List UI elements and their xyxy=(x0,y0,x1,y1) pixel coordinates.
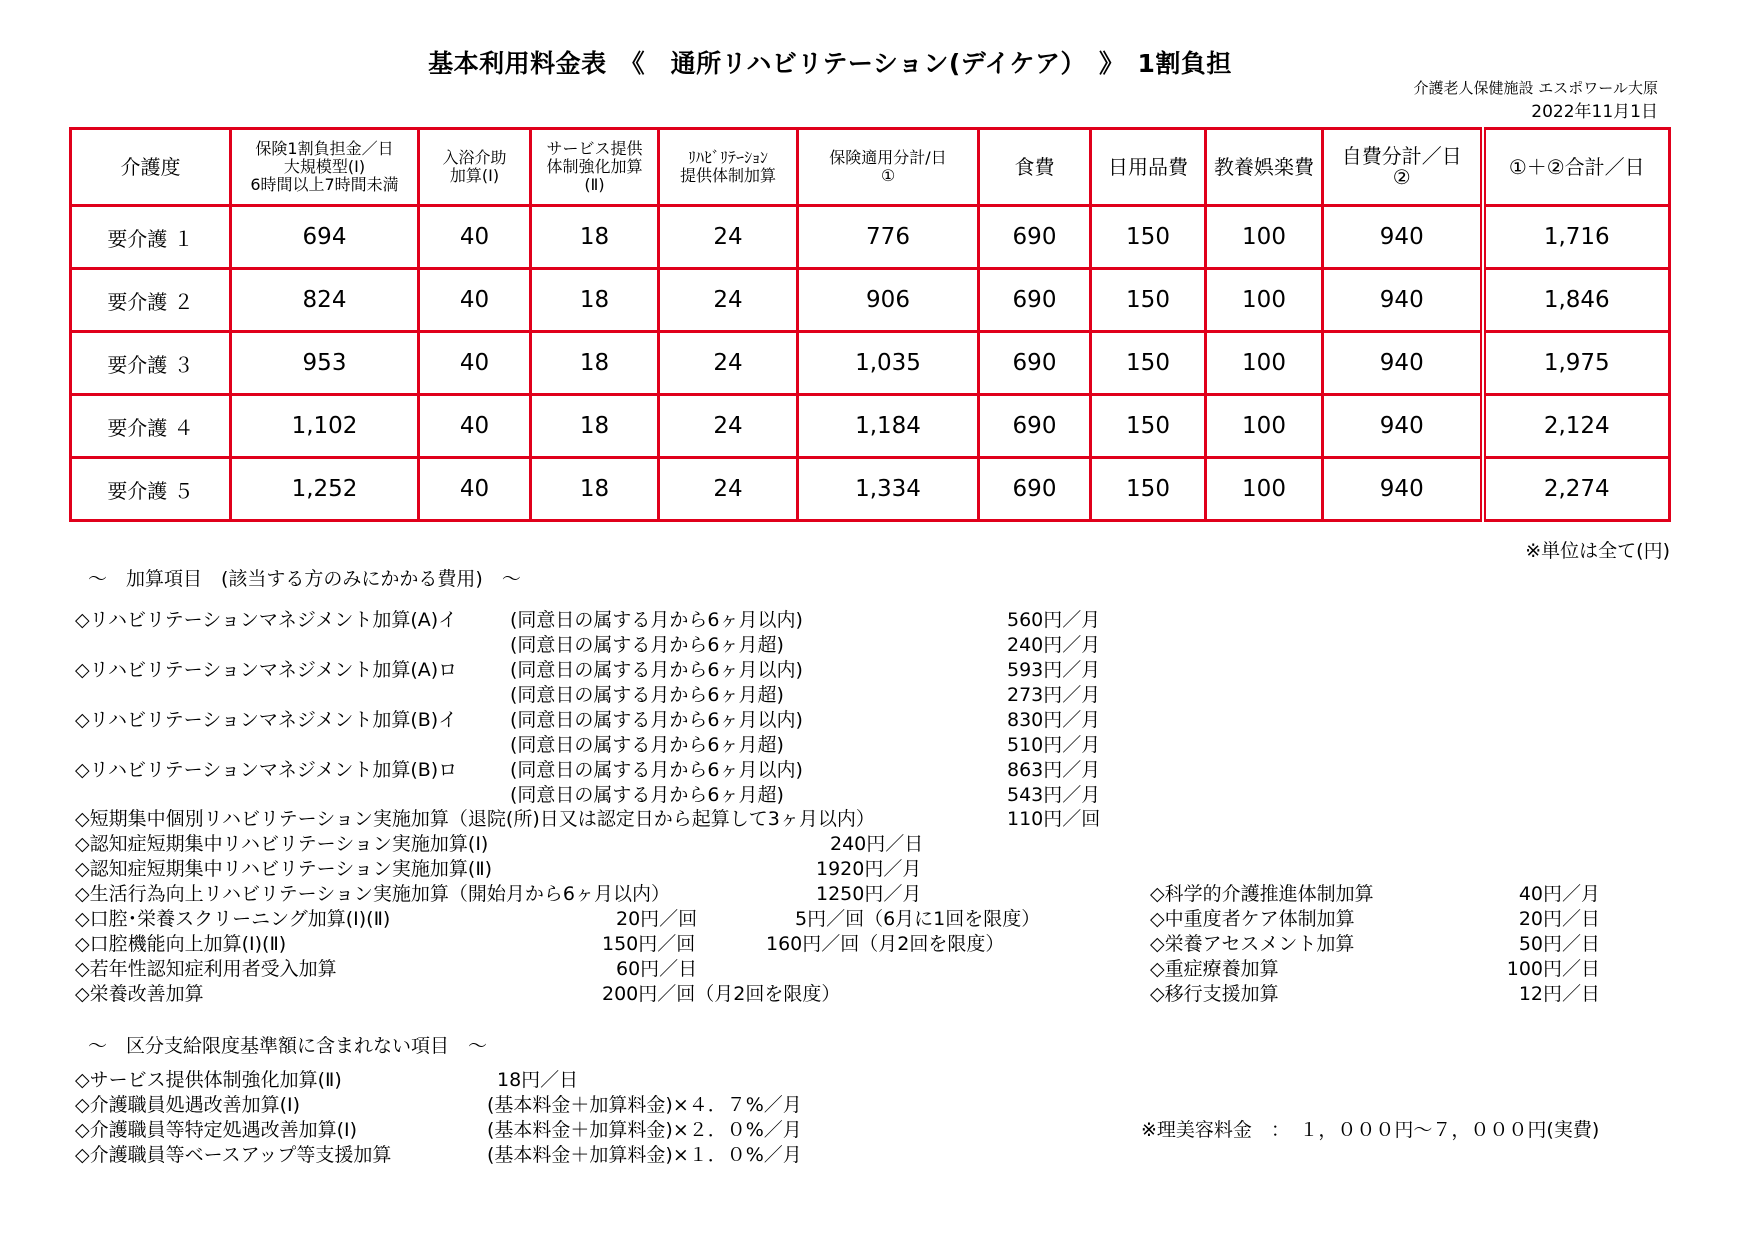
excluded-item-label: ◇サービス提供体制強化加算(Ⅱ) xyxy=(75,1069,342,1091)
header-daily-goods: 日用品費 xyxy=(1091,129,1206,206)
table-row xyxy=(71,332,1670,395)
nutrition-improvement-price: 200円／回（月2回を限度） xyxy=(602,983,841,1005)
cell-daily-goods: 150 xyxy=(1091,269,1206,332)
rehab-management-condition: (同意日の属する月から6ヶ月超) xyxy=(510,684,784,706)
right-addition-price: 100円／日 xyxy=(1506,958,1600,980)
cell-recreation: 100 xyxy=(1206,269,1323,332)
right-addition-price: 20円／日 xyxy=(1518,908,1600,930)
cell-self-pay-subtotal: 940 xyxy=(1323,395,1483,458)
cell-self-pay-subtotal: 940 xyxy=(1323,332,1483,395)
rehab-management-condition: (同意日の属する月から6ヶ月以内) xyxy=(510,709,803,731)
oral-function-label: ◇口腔機能向上加算(Ⅰ)(Ⅱ) xyxy=(75,933,287,955)
oral-screening-price1: 20円／回 xyxy=(616,908,698,930)
short-term-price: 110円／回 xyxy=(1007,808,1101,830)
cell-daily-goods: 150 xyxy=(1091,395,1206,458)
page-title: 基本利用料金表 《 通所リハビリテーション(デイケア） 》 1割負担 xyxy=(428,49,1232,78)
cell-rehab-system: 24 xyxy=(659,332,798,395)
rehab-management-price: 543円／月 xyxy=(1007,784,1101,806)
excluded-item-label: ◇介護職員処遇改善加算(Ⅰ) xyxy=(75,1094,301,1116)
cell-bathing: 40 xyxy=(419,458,531,521)
rehab-management-condition: (同意日の属する月から6ヶ月以内) xyxy=(510,609,803,631)
header-recreation: 教養娯楽費 xyxy=(1206,129,1323,206)
excluded-item-value: (基本料金＋加算料金)×２．０%／月 xyxy=(487,1119,802,1141)
dementia2-label: ◇認知症短期集中リハビリテーション実施加算(Ⅱ) xyxy=(75,858,493,880)
right-addition-label: ◇重症療養加算 xyxy=(1150,958,1279,980)
beauty-fee-note: ※理美容料金 ： １，０００円～７，０００円(実費) xyxy=(1141,1119,1600,1141)
rehab-management-condition: (同意日の属する月から6ヶ月以内) xyxy=(510,659,803,681)
cell-service-system: 18 xyxy=(531,458,659,521)
cell-service-system: 18 xyxy=(531,206,659,269)
header-care-level: 介護度 xyxy=(71,129,231,206)
cell-insurance-subtotal: 1,334 xyxy=(798,458,979,521)
cell-insurance-charge: 1,102 xyxy=(231,395,419,458)
header-bathing: 入浴介助 加算(Ⅰ) xyxy=(419,129,531,206)
cell-meals: 690 xyxy=(979,395,1091,458)
cell-recreation: 100 xyxy=(1206,395,1323,458)
cell-meals: 690 xyxy=(979,458,1091,521)
cell-recreation: 100 xyxy=(1206,206,1323,269)
cell-bathing: 40 xyxy=(419,269,531,332)
header-insurance-subtotal: 保険適用分計/日 ① xyxy=(798,129,979,206)
right-addition-price: 12円／日 xyxy=(1518,983,1600,1005)
cell-care-level: 要介護 ４ xyxy=(71,395,231,458)
oral-function-price2: 160円／回（月2回を限度） xyxy=(766,933,1005,955)
rehab-management-price: 560円／月 xyxy=(1007,609,1101,631)
section-heading-excluded: ～ 区分支給限度基準額に含まれない項目 ～ xyxy=(88,1035,488,1057)
cell-recreation: 100 xyxy=(1206,458,1323,521)
young-dementia-label: ◇若年性認知症利用者受入加算 xyxy=(75,958,337,980)
cell-care-level: 要介護 １ xyxy=(71,206,231,269)
cell-meals: 690 xyxy=(979,206,1091,269)
cell-care-level: 要介護 ２ xyxy=(71,269,231,332)
rehab-management-label: ◇リハビリテーションマネジメント加算(B)イ xyxy=(75,709,458,731)
cell-grand-total: 2,124 xyxy=(1483,395,1670,458)
cell-care-level: 要介護 ３ xyxy=(71,332,231,395)
cell-daily-goods: 150 xyxy=(1091,206,1206,269)
cell-grand-total: 1,975 xyxy=(1483,332,1670,395)
excluded-item-label: ◇介護職員等ベースアップ等支援加算 xyxy=(75,1144,392,1166)
cell-care-level: 要介護 ５ xyxy=(71,458,231,521)
cell-service-system: 18 xyxy=(531,269,659,332)
cell-recreation: 100 xyxy=(1206,332,1323,395)
cell-self-pay-subtotal: 940 xyxy=(1323,206,1483,269)
dementia1-price: 240円／日 xyxy=(830,833,924,855)
excluded-item-value: (基本料金＋加算料金)×１．０%／月 xyxy=(487,1144,802,1166)
right-addition-label: ◇栄養アセスメント加算 xyxy=(1150,933,1355,955)
rehab-management-price: 863円／月 xyxy=(1007,759,1101,781)
cell-daily-goods: 150 xyxy=(1091,332,1206,395)
rehab-management-condition: (同意日の属する月から6ヶ月超) xyxy=(510,634,784,656)
dementia2-price: 1920円／月 xyxy=(816,858,922,880)
table-row xyxy=(71,269,1670,332)
header-insurance-charge: 保険1割負担金／日 大規模型(Ⅰ) 6時間以上7時間未満 xyxy=(231,129,419,206)
rehab-management-price: 593円／月 xyxy=(1007,659,1101,681)
cell-rehab-system: 24 xyxy=(659,395,798,458)
nutrition-improvement-label: ◇栄養改善加算 xyxy=(75,983,204,1005)
cell-service-system: 18 xyxy=(531,332,659,395)
cell-insurance-charge: 694 xyxy=(231,206,419,269)
dementia1-label: ◇認知症短期集中リハビリテーション実施加算(Ⅰ) xyxy=(75,833,489,855)
oral-function-price1: 150円／回 xyxy=(602,933,696,955)
life-activity-price: 1250円／月 xyxy=(816,883,922,905)
cell-self-pay-subtotal: 940 xyxy=(1323,458,1483,521)
cell-rehab-system: 24 xyxy=(659,269,798,332)
effective-date: 2022年11月1日 xyxy=(1531,102,1658,122)
rehab-management-label: ◇リハビリテーションマネジメント加算(A)ロ xyxy=(75,659,458,681)
cell-bathing: 40 xyxy=(419,332,531,395)
cell-grand-total: 1,716 xyxy=(1483,206,1670,269)
right-addition-price: 50円／日 xyxy=(1518,933,1600,955)
header-self-pay-subtotal: 自費分計／日 ② xyxy=(1323,129,1483,206)
cell-service-system: 18 xyxy=(531,395,659,458)
fee-table xyxy=(69,127,1671,522)
rehab-management-price: 273円／月 xyxy=(1007,684,1101,706)
cell-meals: 690 xyxy=(979,269,1091,332)
cell-rehab-system: 24 xyxy=(659,458,798,521)
short-term-label: ◇短期集中個別リハビリテーション実施加算（退院(所)日又は認定日から起算して3ヶ月以内） xyxy=(75,808,875,830)
excluded-item-value: 18円／日 xyxy=(497,1069,579,1091)
rehab-management-condition: (同意日の属する月から6ヶ月超) xyxy=(510,784,784,806)
cell-insurance-subtotal: 1,035 xyxy=(798,332,979,395)
cell-daily-goods: 150 xyxy=(1091,458,1206,521)
rehab-management-price: 510円／月 xyxy=(1007,734,1101,756)
rehab-management-label: ◇リハビリテーションマネジメント加算(B)ロ xyxy=(75,759,458,781)
cell-grand-total: 2,274 xyxy=(1483,458,1670,521)
table-row xyxy=(71,206,1670,269)
table-row xyxy=(71,458,1670,521)
rehab-management-condition: (同意日の属する月から6ヶ月以内) xyxy=(510,759,803,781)
right-addition-label: ◇移行支援加算 xyxy=(1150,983,1279,1005)
young-dementia-price: 60円／日 xyxy=(616,958,698,980)
rehab-management-label: ◇リハビリテーションマネジメント加算(A)イ xyxy=(75,609,458,631)
header-grand-total: ①＋②合計／日 xyxy=(1483,129,1670,206)
facility-name: 介護老人保健施設 エスポワール大原 xyxy=(1413,79,1658,97)
cell-rehab-system: 24 xyxy=(659,206,798,269)
rehab-management-condition: (同意日の属する月から6ヶ月超) xyxy=(510,734,784,756)
unit-note: ※単位は全て(円) xyxy=(1525,540,1670,562)
right-addition-label: ◇中重度者ケア体制加算 xyxy=(1150,908,1355,930)
header-meals: 食費 xyxy=(979,129,1091,206)
cell-insurance-charge: 1,252 xyxy=(231,458,419,521)
rehab-management-price: 240円／月 xyxy=(1007,634,1101,656)
header-service-system: サービス提供 体制強化加算 (Ⅱ) xyxy=(531,129,659,206)
cell-meals: 690 xyxy=(979,332,1091,395)
cell-self-pay-subtotal: 940 xyxy=(1323,269,1483,332)
rehab-management-price: 830円／月 xyxy=(1007,709,1101,731)
cell-insurance-subtotal: 776 xyxy=(798,206,979,269)
excluded-item-value: (基本料金＋加算料金)×４．７%／月 xyxy=(487,1094,802,1116)
section-heading-additions: ～ 加算項目 (該当する方のみにかかる費用) ～ xyxy=(88,568,521,590)
cell-insurance-subtotal: 1,184 xyxy=(798,395,979,458)
table-header-row xyxy=(71,129,1670,206)
life-activity-label: ◇生活行為向上リハビリテーション実施加算（開始月から6ヶ月以内） xyxy=(75,883,670,905)
cell-bathing: 40 xyxy=(419,395,531,458)
cell-bathing: 40 xyxy=(419,206,531,269)
right-addition-label: ◇科学的介護推進体制加算 xyxy=(1150,883,1374,905)
header-rehab-system: ﾘﾊﾋﾞﾘﾃｰｼｮﾝ 提供体制加算 xyxy=(659,129,798,206)
excluded-item-label: ◇介護職員等特定処遇改善加算(Ⅰ) xyxy=(75,1119,358,1141)
cell-insurance-charge: 824 xyxy=(231,269,419,332)
cell-insurance-charge: 953 xyxy=(231,332,419,395)
oral-screening-label: ◇口腔･栄養スクリーニング加算(Ⅰ)(Ⅱ) xyxy=(75,908,391,930)
cell-grand-total: 1,846 xyxy=(1483,269,1670,332)
table-row xyxy=(71,395,1670,458)
right-addition-price: 40円／月 xyxy=(1518,883,1600,905)
cell-insurance-subtotal: 906 xyxy=(798,269,979,332)
oral-screening-price2: 5円／回（6月に1回を限度） xyxy=(795,908,1041,930)
